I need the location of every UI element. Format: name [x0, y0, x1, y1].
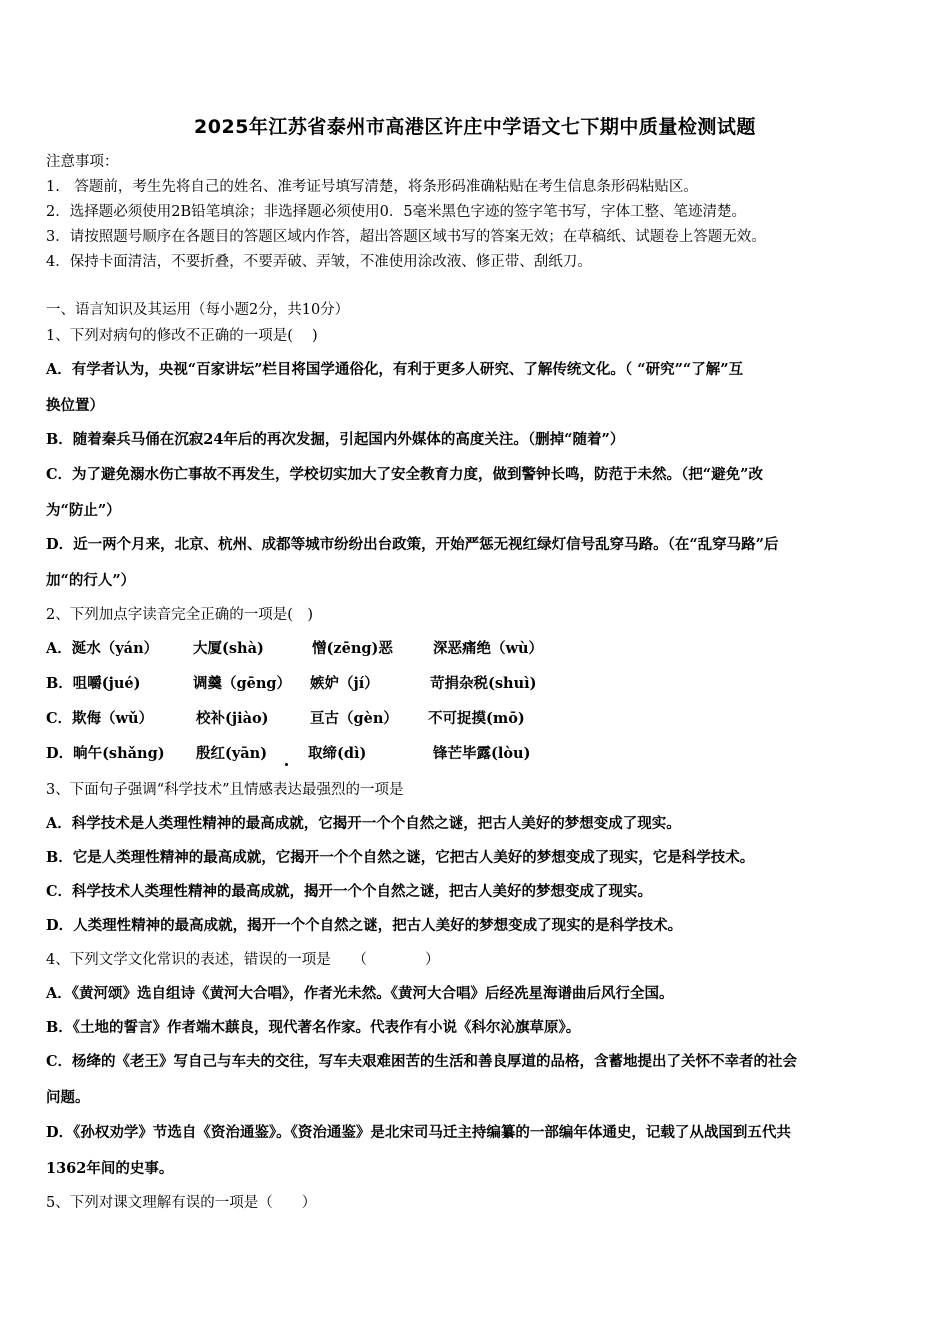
q1-option-c: C．为了避免溺水伤亡事故不再发生，学校切实加大了安全教育力度，做到警钟长鸣，防范于未然。（把“避免”改	[46, 466, 763, 483]
q2-d-2: 殷红(yān)	[196, 745, 268, 762]
q2-b-2: 调羹（gēng）	[193, 675, 292, 692]
q1-option-d: D．近一两个月来，北京、杭州、成都等城市纷纷出台政策，开始严惩无视红绿灯信号乱穿马路。（在“乱穿马路”后	[46, 536, 779, 553]
q3-option-a: A．科学技术是人类理性精神的最高成就，它揭开一个个自然之谜，把古人美好的梦想变成了现实。	[46, 815, 681, 832]
question-1-stem: 1、下列对病句的修改不正确的一项是( )	[46, 328, 318, 344]
notice-heading: 注意事项：	[46, 154, 119, 170]
notice-item-2: 2．选择题必须使用2B铅笔填涂；非选择题必须使用0．5毫米黑色字迹的签字笔书写，字体工整、笔迹清楚。	[46, 204, 747, 220]
q2-c-1: C．欺侮（wǔ）	[46, 710, 154, 727]
q2-d-1: D．晌午(shǎng)	[46, 745, 165, 762]
q2-b-3: 嫉妒（jí）	[310, 675, 379, 692]
q3-option-d: D．人类理性精神的最高成就，揭开一个个自然之谜，把古人美好的梦想变成了现实的是科学技术。	[46, 917, 683, 934]
q1-option-a-cont: 换位置）	[46, 397, 104, 414]
notice-item-3: 3．请按照题号顺序在各题目的答题区域内作答，超出答题区域书写的答案无效；在草稿纸、试题卷上答题无效。	[46, 229, 766, 245]
q3-option-c: C．科学技术人类理性精神的最高成就，揭开一个个自然之谜，把古人美好的梦想变成了现实。	[46, 883, 653, 900]
q2-c-2: 校补(jiào)	[196, 710, 269, 727]
q2-a-4: 深恶痛绝（wù）	[433, 640, 544, 657]
q4-option-a: A．《黄河颂》选自组诗《黄河大合唱》，作者光未然。《黄河大合唱》后经冼星海谱曲后风行全国。	[46, 985, 674, 1002]
q4-option-c-cont: 问题。	[46, 1089, 90, 1106]
emphasis-dot	[285, 763, 288, 766]
q4-option-d: D．《孙权劝学》节选自《资治通鉴》。《资治通鉴》是北宋司马迁主持编纂的一部编年体通史，记载了从战国到五代共	[46, 1124, 791, 1141]
q2-b-4: 苛捐杂税(shuì)	[430, 675, 537, 692]
notice-item-4: 4．保持卡面清洁，不要折叠，不要弄破、弄皱，不准使用涂改液、修正带、刮纸刀。	[46, 254, 592, 270]
page-title: 2025年江苏省泰州市高港区许庄中学语文七下期中质量检测试题	[194, 116, 756, 138]
q1-option-c-cont: 为“防止”）	[46, 502, 121, 519]
q4-option-d-cont: 1362年间的史事。	[46, 1160, 174, 1177]
q3-option-b: B．它是人类理性精神的最高成就，它揭开一个个自然之谜，它把古人美好的梦想变成了现实，它是科学技术。	[46, 849, 755, 866]
q1-option-a: A．有学者认为，央视“百家讲坛”栏目将国学通俗化，有利于更多人研究、了解传统文化。（ “研究”“了解”互	[46, 361, 744, 378]
q2-d-4: 锋芒毕露(lòu)	[433, 745, 531, 762]
question-2-stem: 2、下列加点字读音完全正确的一项是( )	[46, 607, 314, 623]
section-heading: 一、语言知识及其运用（每小题2分，共10分）	[46, 302, 350, 318]
q2-b-1: B．咀嚼(jué)	[46, 675, 141, 692]
q2-d-3: 取缔(dì)	[308, 745, 367, 762]
question-4-stem: 4、下列文学文化常识的表述，错误的一项是 （ ）	[46, 952, 440, 968]
q2-a-2: 大厦(shà)	[193, 640, 264, 657]
q4-option-c: C．杨绛的《老王》写自己与车夫的交往，写车夫艰难困苦的生活和善良厚道的品格，含蓄地提出了关怀不幸者的社会	[46, 1053, 798, 1070]
q2-a-1: A．涎水（yán）	[46, 640, 159, 657]
question-5-stem: 5、下列对课文理解有误的一项是（ ）	[46, 1195, 317, 1211]
q2-c-3: 亘古（gèn）	[310, 710, 398, 727]
notice-item-1: 1. 答题前，考生先将自己的姓名、准考证号填写清楚，将条形码准确粘贴在考生信息条形码粘贴区。	[46, 179, 698, 195]
q4-option-b: B．《土地的誓言》作者端木蕻良，现代著名作家。代表作有小说《科尔沁旗草原》。	[46, 1019, 581, 1036]
q2-c-4: 不可捉摸(mō)	[428, 710, 525, 727]
q2-a-3: 憎(zēng)恶	[312, 640, 393, 657]
question-3-stem: 3、下面句子强调“科学技术”且情感表达最强烈的一项是	[46, 782, 404, 798]
q1-option-d-cont: 加“的行人”）	[46, 572, 136, 589]
q1-option-b: B．随着秦兵马俑在沉寂24年后的再次发掘，引起国内外媒体的高度关注。（删掉“随着”）	[46, 431, 625, 448]
